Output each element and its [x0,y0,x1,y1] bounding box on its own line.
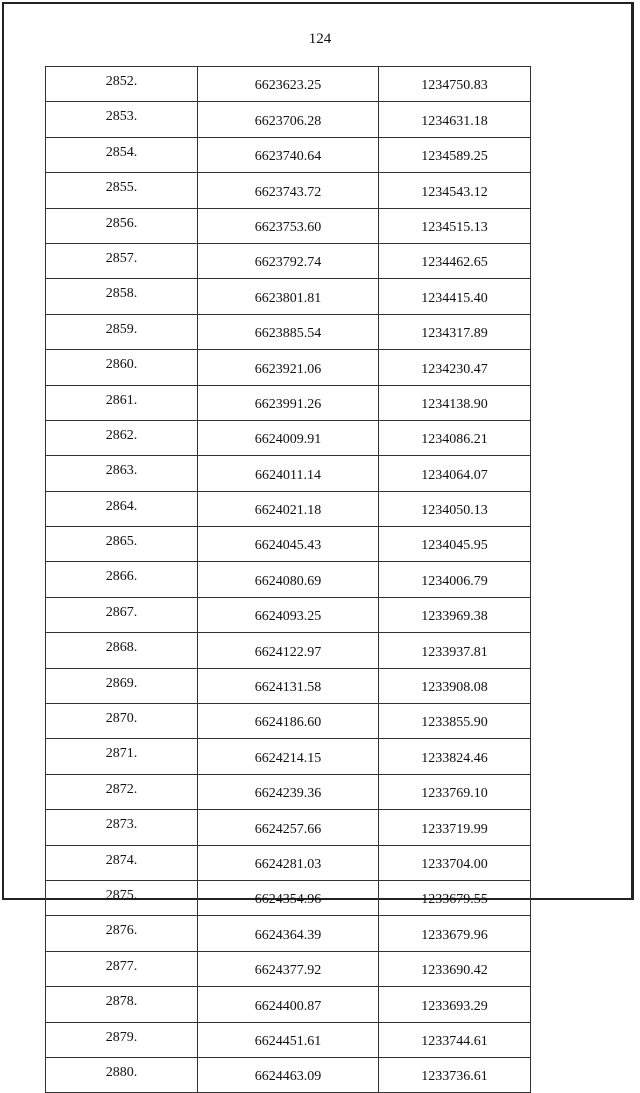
point-number-cell: 2872. [46,774,198,809]
point-number-cell: 2855. [46,173,198,208]
x-coordinate-cell: 6624257.66 [198,810,379,845]
x-coordinate-cell: 6623743.72 [198,173,379,208]
page-number: 124 [308,31,332,47]
y-coordinate-cell: 1233679.96 [379,916,531,951]
point-number-cell: 2863. [46,456,198,491]
point-number-cell: 2867. [46,597,198,632]
y-coordinate-cell: 1233736.61 [379,1057,531,1092]
x-coordinate-cell: 6623623.25 [198,67,379,102]
y-coordinate-cell: 1233693.29 [379,987,531,1022]
y-coordinate-cell: 1234415.40 [379,279,531,314]
point-number-cell: 2877. [46,951,198,986]
x-coordinate-cell: 6624093.25 [198,597,379,632]
point-number-cell: 2869. [46,668,198,703]
point-number-cell: 2858. [46,279,198,314]
y-coordinate-cell: 1234138.90 [379,385,531,420]
x-coordinate-cell: 6624021.18 [198,491,379,526]
x-coordinate-cell: 6624214.15 [198,739,379,774]
point-number-cell: 2864. [46,491,198,526]
x-coordinate-cell: 6624354.96 [198,880,379,915]
table-row [46,350,531,385]
table-row [46,668,531,703]
point-number-cell: 2868. [46,633,198,668]
y-coordinate-cell: 1234515.13 [379,208,531,243]
table-row [46,810,531,845]
y-coordinate-cell: 1233937.81 [379,633,531,668]
x-coordinate-cell: 6624377.92 [198,951,379,986]
y-coordinate-cell: 1233908.08 [379,668,531,703]
table-row [46,208,531,243]
x-coordinate-cell: 6624186.60 [198,704,379,739]
table-row [46,774,531,809]
point-number-cell: 2879. [46,1022,198,1057]
y-coordinate-cell: 1234050.13 [379,491,531,526]
point-number-cell: 2860. [46,350,198,385]
y-coordinate-cell: 1234462.65 [379,243,531,278]
table-row [46,243,531,278]
table-row [46,102,531,137]
x-coordinate-cell: 6624239.36 [198,774,379,809]
x-coordinate-cell: 6624122.97 [198,633,379,668]
y-coordinate-cell: 1234631.18 [379,102,531,137]
y-coordinate-cell: 1233704.00 [379,845,531,880]
point-number-cell: 2871. [46,739,198,774]
table-row [46,385,531,420]
y-coordinate-cell: 1234543.12 [379,173,531,208]
point-number-cell: 2859. [46,314,198,349]
y-coordinate-cell: 1233769.10 [379,774,531,809]
x-coordinate-cell: 6624011.14 [198,456,379,491]
point-number-cell: 2865. [46,527,198,562]
table-row [46,420,531,455]
point-number-cell: 2874. [46,845,198,880]
point-number-cell: 2861. [46,385,198,420]
x-coordinate-cell: 6624463.09 [198,1057,379,1092]
point-number-cell: 2862. [46,420,198,455]
table-row [46,739,531,774]
x-coordinate-cell: 6624364.39 [198,916,379,951]
table-row [46,633,531,668]
x-coordinate-cell: 6624009.91 [198,420,379,455]
table-row [46,137,531,172]
table-row [46,527,531,562]
y-coordinate-cell: 1234064.07 [379,456,531,491]
table-row [46,562,531,597]
x-coordinate-cell: 6624400.87 [198,987,379,1022]
y-coordinate-cell: 1234045.95 [379,527,531,562]
point-number-cell: 2856. [46,208,198,243]
table-row [46,456,531,491]
x-coordinate-cell: 6624451.61 [198,1022,379,1057]
y-coordinate-cell: 1234086.21 [379,420,531,455]
x-coordinate-cell: 6623991.26 [198,385,379,420]
x-coordinate-cell: 6623885.54 [198,314,379,349]
x-coordinate-cell: 6624080.69 [198,562,379,597]
point-number-cell: 2878. [46,987,198,1022]
table-row [46,173,531,208]
point-number-cell: 2876. [46,916,198,951]
point-number-cell: 2853. [46,102,198,137]
point-number-cell: 2880. [46,1057,198,1092]
x-coordinate-cell: 6623740.64 [198,137,379,172]
table-row [46,704,531,739]
table-row [46,880,531,915]
x-coordinate-cell: 6623706.28 [198,102,379,137]
table-row [46,67,531,102]
y-coordinate-cell: 1233969.38 [379,597,531,632]
point-number-cell: 2875. [46,880,198,915]
y-coordinate-cell: 1233690.42 [379,951,531,986]
y-coordinate-cell: 1233824.46 [379,739,531,774]
x-coordinate-cell: 6624281.03 [198,845,379,880]
x-coordinate-cell: 6624131.58 [198,668,379,703]
x-coordinate-cell: 6623792.74 [198,243,379,278]
x-coordinate-cell: 6623921.06 [198,350,379,385]
point-number-cell: 2870. [46,704,198,739]
y-coordinate-cell: 1233679.55 [379,880,531,915]
y-coordinate-cell: 1233744.61 [379,1022,531,1057]
x-coordinate-cell: 6623801.81 [198,279,379,314]
table-row [46,987,531,1022]
point-number-cell: 2866. [46,562,198,597]
table-row [46,845,531,880]
table-row [46,916,531,951]
coordinates-table [45,66,531,1093]
y-coordinate-cell: 1234750.83 [379,67,531,102]
table-row [46,951,531,986]
y-coordinate-cell: 1234589.25 [379,137,531,172]
x-coordinate-cell: 6623753.60 [198,208,379,243]
y-coordinate-cell: 1234317.89 [379,314,531,349]
coordinates-table-body [46,67,531,1093]
table-row [46,1057,531,1092]
point-number-cell: 2854. [46,137,198,172]
point-number-cell: 2873. [46,810,198,845]
table-row [46,314,531,349]
point-number-cell: 2852. [46,67,198,102]
table-row [46,1022,531,1057]
table-row [46,279,531,314]
table-row [46,491,531,526]
point-number-cell: 2857. [46,243,198,278]
y-coordinate-cell: 1234006.79 [379,562,531,597]
y-coordinate-cell: 1234230.47 [379,350,531,385]
y-coordinate-cell: 1233719.99 [379,810,531,845]
y-coordinate-cell: 1233855.90 [379,704,531,739]
x-coordinate-cell: 6624045.43 [198,527,379,562]
table-row [46,597,531,632]
